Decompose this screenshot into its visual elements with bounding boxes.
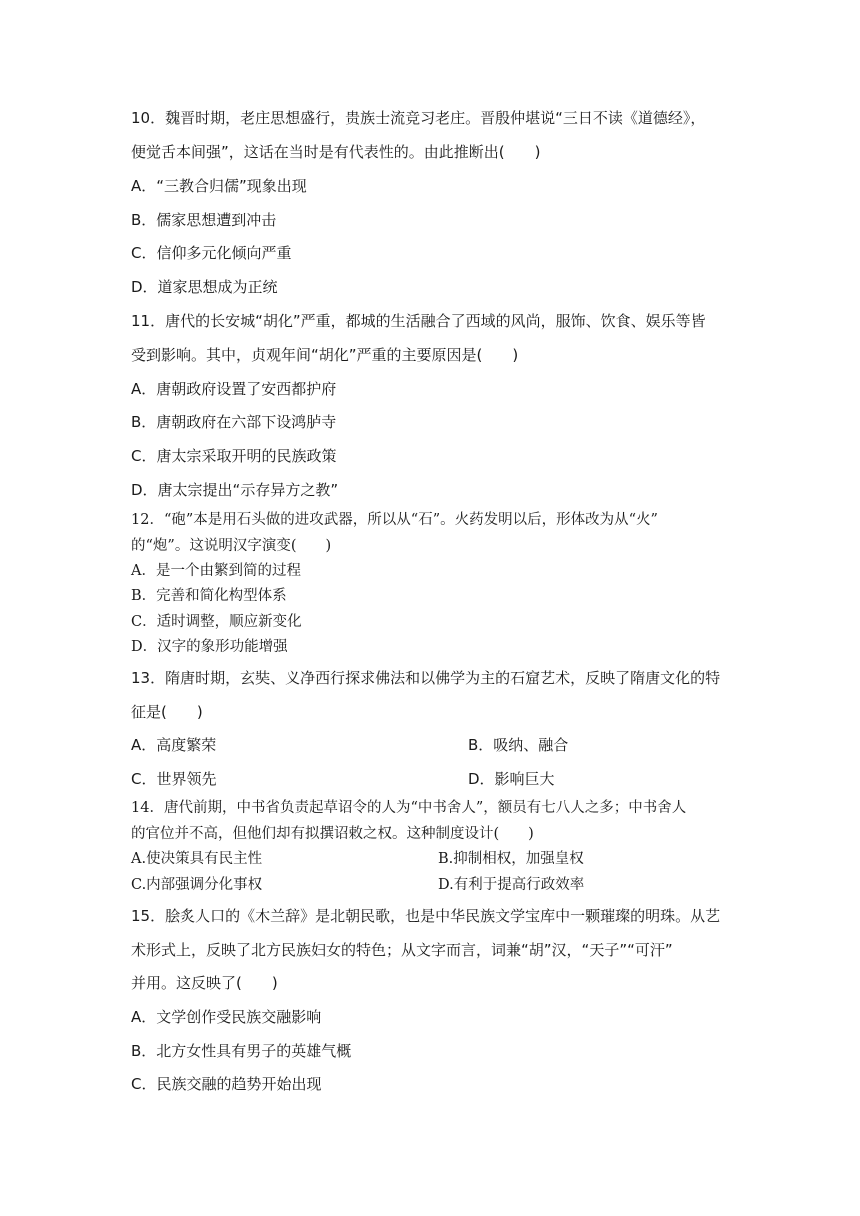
option-b: B．完善和简化构型体系 xyxy=(131,588,287,604)
question-stem: 的“炮”。这说明汉字演变( ) xyxy=(131,538,332,554)
question-stem: 受到影响。其中，贞观年间“胡化”严重的主要原因是( ) xyxy=(131,346,519,364)
option-d: D．汉字的象形功能增强 xyxy=(131,639,288,655)
option-a: A．高度繁荣 xyxy=(131,736,217,754)
question-stem: 12．“砲”本是用石头做的进攻武器，所以从“石”。火药发明以后，形体改为从“火” xyxy=(131,512,658,528)
option-b: B．唐朝政府在六部下设鸿胪寺 xyxy=(131,413,337,431)
question-stem: 并用。这反映了( ) xyxy=(131,974,278,992)
option-b: B.抑制相权，加强皇权 xyxy=(438,851,584,867)
option-b: B．北方女性具有男子的英雄气概 xyxy=(131,1042,352,1060)
question-stem: 的官位并不高，但他们却有拟撰诏敕之权。这种制度设计( ) xyxy=(131,826,534,842)
option-c: C．世界领先 xyxy=(131,770,217,788)
option-c: C.内部强调分化事权 xyxy=(131,877,263,893)
question-stem: 便觉舌本间强”，这话在当时是有代表性的。由此推断出( ) xyxy=(131,143,541,161)
option-d: D.有利于提高行政效率 xyxy=(438,877,585,893)
option-a: A．唐朝政府设置了安西都护府 xyxy=(131,380,337,398)
question-stem: 术形式上，反映了北方民族妇女的特色；从文字而言，词兼“胡”汉，“天子”“可汗” xyxy=(131,941,673,959)
option-d: D．唐太宗提出“示存异方之教” xyxy=(131,481,339,499)
option-a: A．是一个由繁到简的过程 xyxy=(131,563,301,579)
question-stem: 14．唐代前期，中书省负责起草诏令的人为“中书舍人”，额员有七八人之多；中书舍人 xyxy=(131,800,687,816)
option-c: C．适时调整，顺应新变化 xyxy=(131,614,302,630)
option-c: C．唐太宗采取开明的民族政策 xyxy=(131,447,337,465)
question-stem: 征是( ) xyxy=(131,703,203,721)
question-stem: 11．唐代的长安城“胡化”严重，都城的生活融合了西域的风尚，服饰、饮食、娱乐等皆 xyxy=(131,312,706,330)
question-stem: 10．魏晋时期，老庄思想盛行，贵族士流竞习老庄。晋殷仲堪说“三日不读《道德经》， xyxy=(131,109,706,127)
option-b: B．儒家思想遭到冲击 xyxy=(131,211,277,229)
option-a: A.使决策具有民主性 xyxy=(131,851,263,867)
option-c: C．信仰多元化倾向严重 xyxy=(131,244,292,262)
option-d: D．影响巨大 xyxy=(468,770,555,788)
option-a: A．“三教合归儒”现象出现 xyxy=(131,177,307,195)
option-b: B．吸纳、融合 xyxy=(468,736,569,754)
option-d: D．道家思想成为正统 xyxy=(131,278,278,296)
question-stem: 15．脍炙人口的《木兰辞》是北朝民歌，也是中华民族文学宝库中一颗璀璨的明珠。从艺 xyxy=(131,907,721,925)
option-a: A．文学创作受民族交融影响 xyxy=(131,1008,322,1026)
option-c: C．民族交融的趋势开始出现 xyxy=(131,1075,322,1093)
question-stem: 13．隋唐时期，玄奘、义净西行探求佛法和以佛学为主的石窟艺术，反映了隋唐文化的特 xyxy=(131,669,721,687)
